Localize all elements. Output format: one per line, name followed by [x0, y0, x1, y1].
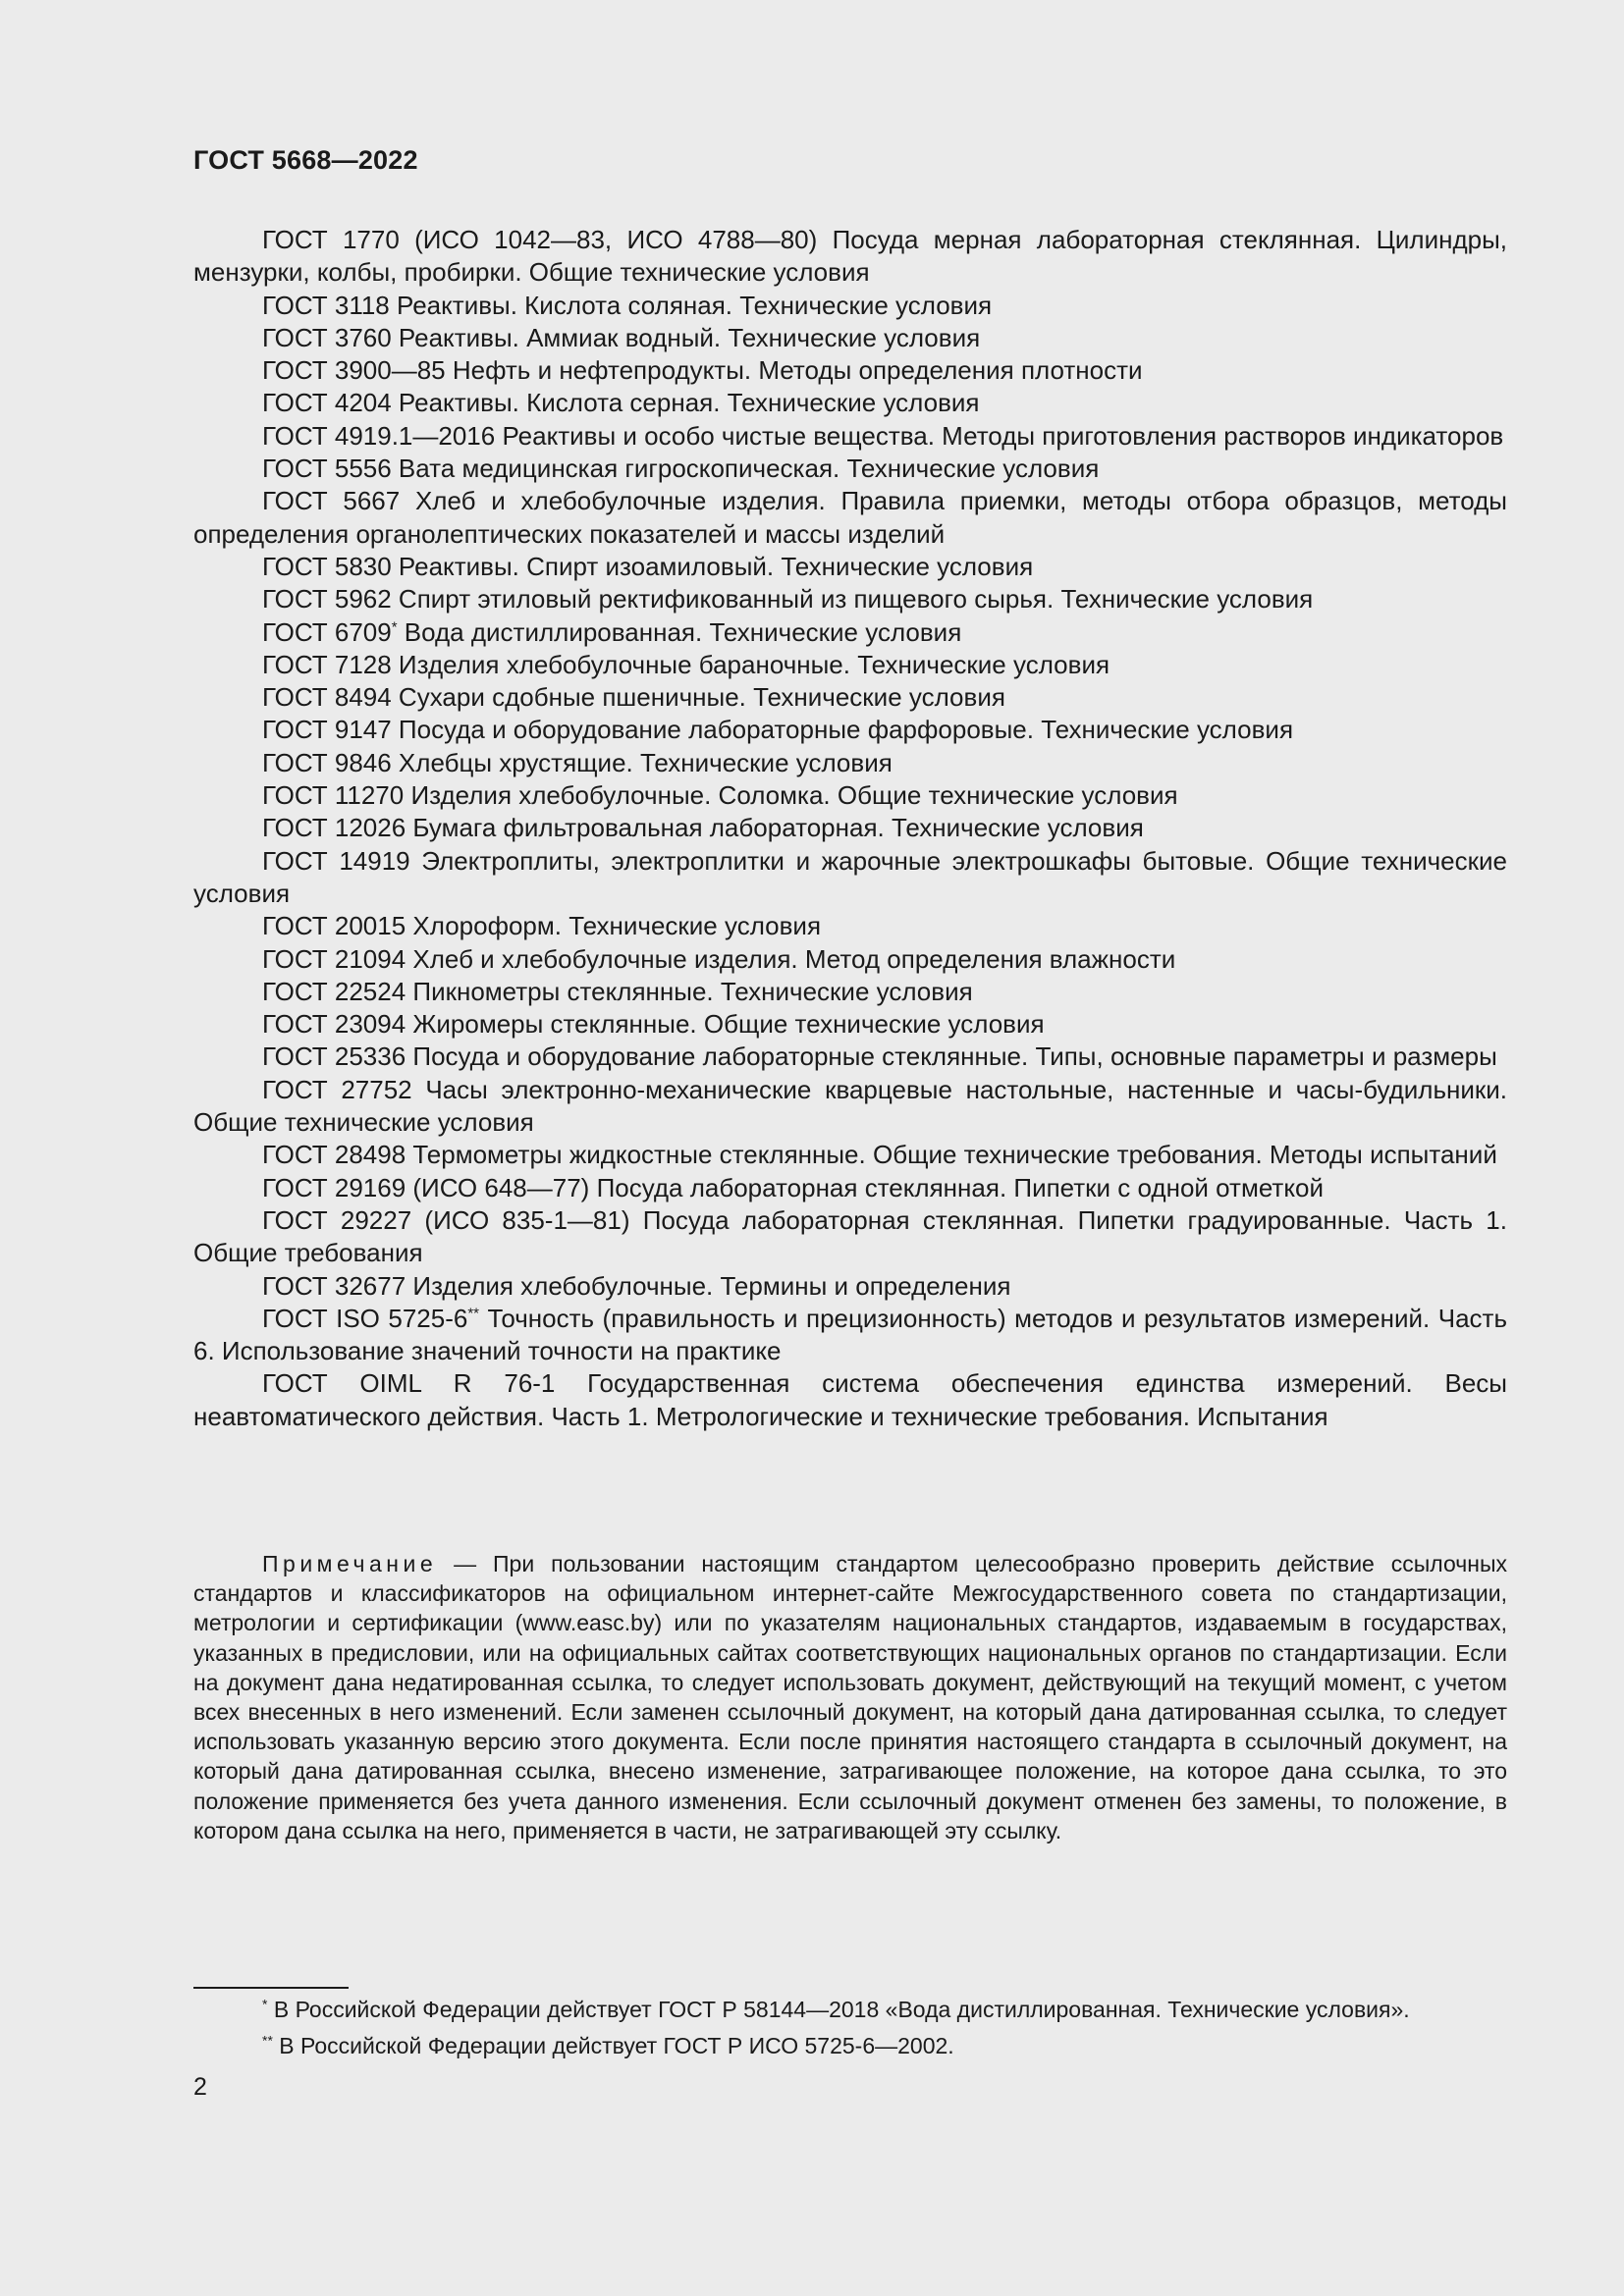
- reference-item: ГОСТ 1770 (ИСО 1042—83, ИСО 4788—80) Посуда мерная лабораторная стеклянная. Цилиндры, мензурки, колбы, пробирки. Общие технические условия: [193, 225, 1507, 288]
- reference-item: ГОСТ 9147 Посуда и оборудование лабораторные фарфоровые. Технические условия: [262, 715, 1294, 745]
- footnote: [262, 1995, 1410, 2024]
- reference-item: ГОСТ 32677 Изделия хлебобулочные. Термины и определения: [262, 1270, 1011, 1301]
- reference-item: [193, 616, 1507, 649]
- reference-item: ГОСТ 5556 Вата медицинская гигроскопическая. Технические условия: [262, 454, 1100, 484]
- reference-item: ГОСТ 8494 Сухари сдобные пшеничные. Технические условия: [262, 682, 1005, 713]
- note-text: При пользовании настоящим стандартом целесообразно проверить действие ссылочных стандартов и классификаторов на официальном интернет-сайте Межгосударственного совета по стандартизации, метрологии и сертификации (www.easc.by) или по указателям национальных стандартов, издаваемым в государствах, указанных в предисловии, или на официальных сайтах соответствующих национальных органов по стандартизации. Если на документ дана недатированная ссылка, то следует использовать документ, действующий на текущий момент, с учетом всех внесенных в него изменений. Если заменен ссылочный документ, на который дана датированная ссылка, то следует использовать указанную версию этого документа. Если после принятия настоящего стандарта в ссылочный документ, на который дана датированная ссылка, внесено изменение, затрагивающее положение, на которое дана ссылка, то это положение применяется без учета данного изменения. Если ссылочный документ отменен без замены, то положение, в котором дана ссылка на него, применяется в части, не затрагивающей эту ссылку.: [193, 1551, 1507, 1843]
- footnote-text: В Российской Федерации действует ГОСТ Р 58144—2018 «Вода дистиллированная. Технические условия».: [267, 1997, 1410, 2022]
- reference-item: [193, 1303, 1507, 1368]
- footnote-marker: *: [391, 617, 398, 635]
- reference-item: ГОСТ 28498 Термометры жидкостные стеклянные. Общие технические требования. Методы испытаний: [262, 1140, 1497, 1170]
- reference-item: ГОСТ 5962 Спирт этиловый ректификованный из пищевого сырья. Технические условия: [262, 584, 1314, 614]
- reference-item: ГОСТ OIML R 76-1 Государственная система обеспечения единства измерений. Весы неавтоматического действия. Часть 1. Метрологические и технические требования. Испытания: [193, 1368, 1507, 1431]
- footnote-marker: *: [262, 1996, 268, 2012]
- reference-item: ГОСТ 4204 Реактивы. Кислота серная. Технические условия: [262, 388, 980, 418]
- reference-item: ГОСТ 3118 Реактивы. Кислота соляная. Технические условия: [262, 290, 993, 320]
- page-number: 2: [193, 2073, 207, 2101]
- reference-item: ГОСТ 27752 Часы электронно-механические кварцевые настольные, настенные и часы-будильники. Общие технические условия: [193, 1074, 1507, 1138]
- reference-item: ГОСТ 21094 Хлеб и хлебобулочные изделия. Метод определения влажности: [262, 943, 1176, 974]
- reference-title: Вода дистиллированная. Технические условия: [397, 616, 962, 647]
- footnote-divider: [193, 1987, 349, 1989]
- footnote-text: В Российской Федерации действует ГОСТ Р ИСО 5725-6—2002.: [272, 2033, 954, 2058]
- reference-item: ГОСТ 29227 (ИСО 835-1—81) Посуда лабораторная стеклянная. Пипетки градуированные. Часть 1. Общие требования: [193, 1204, 1507, 1268]
- reference-item: ГОСТ 9846 Хлебцы хрустящие. Технические условия: [262, 747, 893, 777]
- reference-item: ГОСТ 7128 Изделия хлебобулочные бараночные. Технические условия: [262, 649, 1110, 679]
- reference-item: ГОСТ 3760 Реактивы. Аммиак водный. Технические условия: [262, 322, 981, 352]
- reference-item: ГОСТ 25336 Посуда и оборудование лабораторные стеклянные. Типы, основные параметры и размеры: [262, 1041, 1497, 1072]
- footnote: [262, 2031, 954, 2060]
- reference-code: ГОСТ 6709: [262, 616, 392, 647]
- reference-item: ГОСТ 11270 Изделия хлебобулочные. Соломка. Общие технические условия: [262, 780, 1178, 811]
- reference-title: Точность (правильность и прецизионность) методов и результатов измерений. Часть 6. Использование значений точности на практике: [193, 1303, 1507, 1366]
- note-label: Примечание: [262, 1551, 438, 1576]
- reference-item: ГОСТ 12026 Бумага фильтровальная лабораторная. Технические условия: [262, 813, 1144, 843]
- reference-item: ГОСТ 22524 Пикнометры стеклянные. Технические условия: [262, 976, 973, 1006]
- document-header: ГОСТ 5668—2022: [193, 145, 418, 175]
- footnote-marker: **: [467, 1305, 480, 1322]
- footnote-marker: **: [262, 2032, 273, 2049]
- reference-item: ГОСТ 20015 Хлороформ. Технические условия: [262, 911, 822, 941]
- reference-item: ГОСТ 3900—85 Нефть и нефтепродукты. Методы определения плотности: [262, 355, 1143, 386]
- reference-item: ГОСТ 5667 Хлеб и хлебобулочные изделия. Правила приемки, методы отбора образцов, методы определения органолептических показателей и массы изделий: [193, 486, 1507, 549]
- normative-references-list: [193, 224, 1507, 1433]
- note-paragraph: [193, 1549, 1507, 1845]
- reference-item: ГОСТ 5830 Реактивы. Спирт изоамиловый. Технические условия: [262, 551, 1034, 581]
- reference-item: ГОСТ 14919 Электроплиты, электроплитки и жарочные электрошкафы бытовые. Общие технические условия: [193, 845, 1507, 908]
- reference-item: ГОСТ 29169 (ИСО 648—77) Посуда лабораторная стеклянная. Пипетки с одной отметкой: [262, 1172, 1324, 1202]
- reference-code: ГОСТ ISO 5725-6: [262, 1303, 468, 1333]
- reference-item: ГОСТ 4919.1—2016 Реактивы и особо чистые вещества. Методы приготовления растворов индикаторов: [262, 420, 1504, 451]
- reference-item: ГОСТ 23094 Жиромеры стеклянные. Общие технические условия: [262, 1009, 1045, 1040]
- note-dash: —: [437, 1551, 494, 1576]
